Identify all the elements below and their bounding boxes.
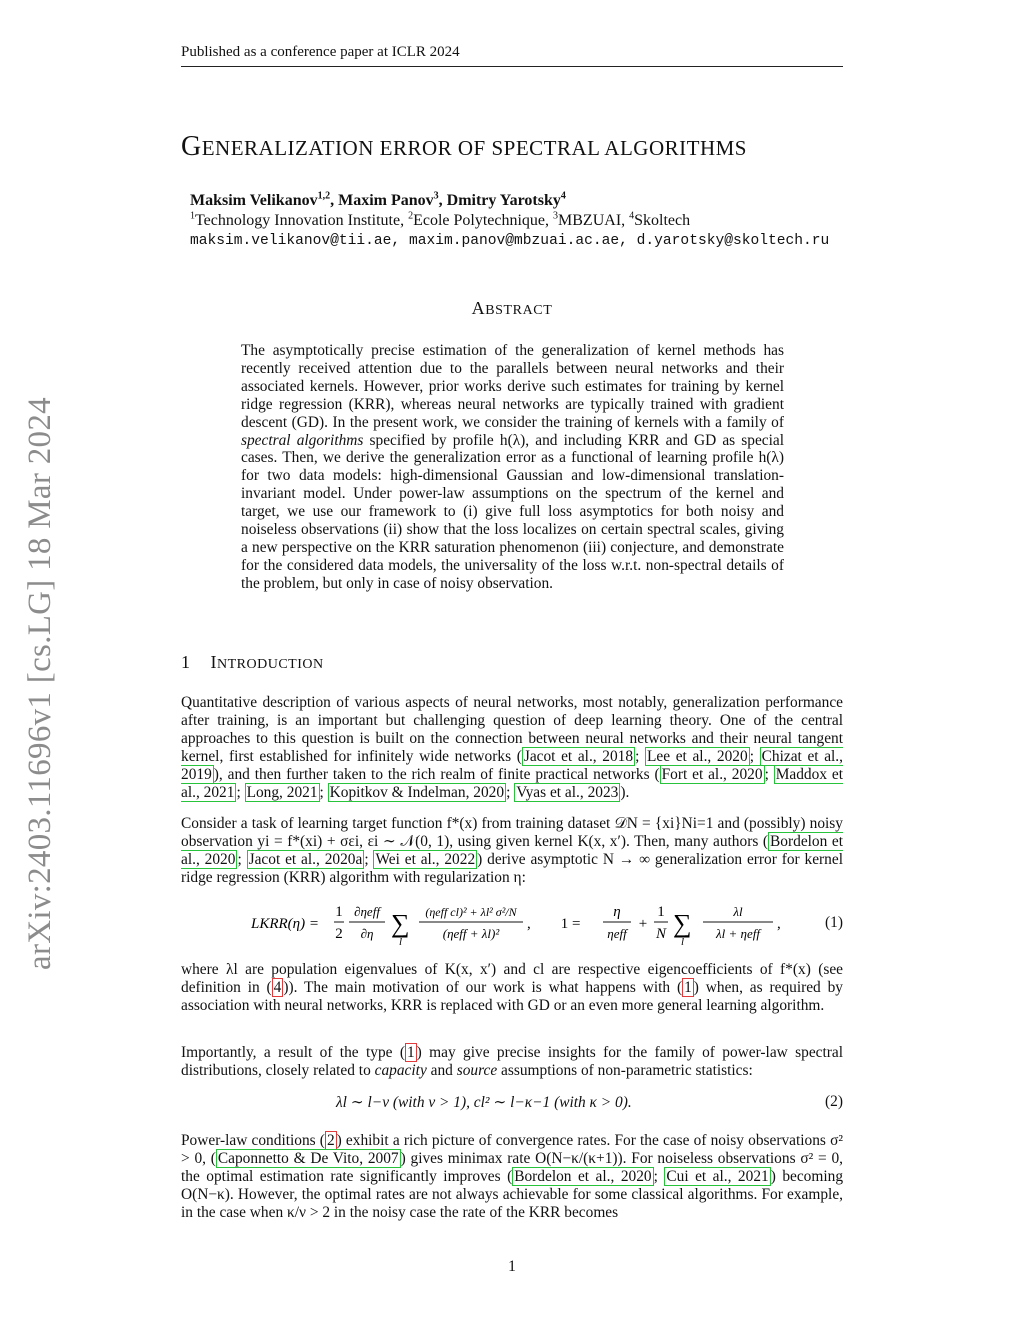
eq1-sum-2-index: l <box>681 936 685 946</box>
intro-paragraph-4 <box>181 1044 843 1080</box>
equation-ref-link[interactable]: 1 <box>406 1044 415 1061</box>
affil-mark-1: 1 <box>190 210 195 222</box>
intro-paragraph-5: Power-law conditions ( 2 ) exhibit a rich picture of convergence rates. For the case of noisy observations σ² > 0, ( Caponnetto & De Vito, 2007 ) gives minimax rate O(N−κ/(κ+1)). For noiseless observations σ² = 0, the optimal estimation rate significantly improves ( Bordelon et al., 2020 ; Cui et al., 2021 ) becoming O(N−κ). However, the optimal rates are not always achievable for some classical algorithms. For example, in the case when κ/ν > 2 in the noisy case the rate of the KRR becomes <box>181 1132 844 1221</box>
citation-link[interactable]: Cui et al., 2021 <box>666 1167 769 1185</box>
abstract-heading-initial: A <box>471 298 486 318</box>
affil-4: Skoltech <box>634 212 691 229</box>
title-rest: ENERALIZATION ERROR OF SPECTRAL ALGORITHMS <box>201 136 747 160</box>
eq1-frac2-den: ∂η <box>360 926 374 941</box>
text: ) gives minimax rate O(N−κ/(κ+1)). For noiseless observations σ² = 0, the optimal estimation rate significantly improves ( <box>181 1149 843 1185</box>
abstract-heading-rest: BSTRACT <box>485 303 553 318</box>
citation-link[interactable]: Bordelon et al., 2020 <box>181 832 844 868</box>
eq1-frac1-num: 1 <box>335 904 343 920</box>
affil-mark-3: 3 <box>553 210 559 222</box>
text: assumptions of non-parametric statistics: <box>497 1061 753 1079</box>
eq1-plus: + <box>635 916 651 932</box>
title-initial: G <box>181 131 202 162</box>
header-rule <box>181 66 843 67</box>
equation-ref-link[interactable]: 1 <box>684 978 692 996</box>
equation-ref-link[interactable]: 4 <box>273 978 282 996</box>
text: ) derive asymptotic N → ∞ generalization error for kernel ridge regression (KRR) algorithm with regularization η: <box>181 850 843 886</box>
eq1-frac5-den: N <box>655 926 667 942</box>
text: ) when, as required by association with neural networks, KRR is replaced with GD or an even more general learning algorithm. <box>181 978 844 1014</box>
author-3-affil: 4 <box>560 190 566 202</box>
eq1-lhs: LKRR(η) = <box>251 916 319 932</box>
equation-1 <box>181 902 843 946</box>
abstract-body <box>241 342 784 593</box>
text: ). <box>620 783 630 801</box>
affil-mark-4: 4 <box>629 210 635 222</box>
equation-1-render <box>251 902 851 946</box>
text: Importantly, a result of the type ( <box>181 1044 405 1061</box>
abstract-text-1: The asymptotically precise estimation of the generalization of kernel methods has recently received attention due to the parallels between neural networks and their associated kernels. However, prior works derive such estimates for training by kernel ridge regression (KRR), whereas neural networks are typically trained with gradient descent (GD). In the present work, we consider the training of kernels with a family of <box>241 342 784 431</box>
text: Quantitative description of various aspects of neural networks, most notably, generalization performance after training, is an important but challenging question of deep learning theory. One of the central approaches to this question is built on the connection between neural networks and their neural tangent kernel, first established for infinitely wide networks ( <box>181 694 843 765</box>
citation-link[interactable]: Wei et al., 2022 <box>375 850 476 868</box>
text: Consider a task of learning target function f*(x) from training dataset 𝒟N = {xi}Ni=1 and (possibly) noisy observation yi = f*(xi) + σεi, εi ∼ 𝒩(0, 1), using given kernel K(x, x′). Then, many authors ( <box>181 815 843 850</box>
author-3: Dmitry Yarotsky <box>446 192 561 209</box>
citation-link[interactable]: Caponnetto & De Vito, 2007 <box>217 1149 399 1167</box>
author-2-affil: 3 <box>433 190 439 202</box>
citation-link[interactable]: Chizat et al., 2019 <box>181 747 843 783</box>
citation-link[interactable]: Vyas et al., 2023 <box>516 783 619 801</box>
section-title-initial: I <box>210 652 217 672</box>
eq1-end: , <box>777 916 781 932</box>
citation-link[interactable]: Jacot et al., 2020a <box>248 850 363 868</box>
affil-1: Technology Innovation Institute, <box>195 212 409 229</box>
eq1-frac3-num: (ηeff cl)² + λl² σ²/N <box>425 905 517 919</box>
author-2: Maxim Panov <box>338 192 434 209</box>
arxiv-stamp: arXiv:2403.11696v1 [cs.LG] 18 Mar 2024 <box>22 397 58 970</box>
affil-2: Ecole Polytechnique, <box>413 212 554 229</box>
equation-2-body: λl ∼ l−ν (with ν > 1), cl² ∼ l−κ−1 (with κ > 0). <box>336 1094 632 1111</box>
running-header: Published as a conference paper at ICLR 2024 <box>181 44 460 60</box>
section-heading-introduction <box>181 652 324 673</box>
author-emails[interactable]: maksim.velikanov@tii.ae, maxim.panov@mbzuai.ac.ae, d.yarotsky@skoltech.ru <box>190 233 830 249</box>
eq1-frac6-num: λl <box>733 904 743 919</box>
eq1-frac4-num: η <box>613 904 621 920</box>
text: Power-law conditions ( <box>181 1132 325 1149</box>
citation-link[interactable]: Fort et al., 2020 <box>661 765 763 783</box>
text: and <box>426 1061 457 1079</box>
paper-title <box>181 131 843 163</box>
section-number: 1 <box>181 652 191 672</box>
affil-3: MBZUAI, <box>558 212 630 229</box>
abstract-heading <box>0 298 1024 319</box>
citation-link[interactable]: Lee et al., 2020 <box>647 747 748 765</box>
author-1-affil: 1,2 <box>317 190 331 202</box>
eq1-middle: , 1 = <box>527 916 585 932</box>
eq1-frac4-den: ηeff <box>607 926 627 941</box>
eq1-sum: ∑ <box>391 909 410 938</box>
eq1-frac1-den: 2 <box>335 926 343 942</box>
affil-mark-2: 2 <box>408 210 414 222</box>
eq1-sum-2: ∑ <box>673 909 692 938</box>
intro-paragraph-2: Consider a task of learning target function f*(x) from training dataset 𝒟N = {xi}Ni=1 and (possibly) noisy observation yi = f*(xi) + σεi, εi ∼ 𝒩(0, 1), using given kernel K(x, x′). Then, many authors ( Bordelon et al., 2020 ; Jacot et al., 2020a ; Wei et al., 2022 ) derive asymptotic N → ∞ generalization error for kernel ridge regression (KRR) algorithm with regularization η: <box>181 815 844 886</box>
abstract-text-2: specified by profile h(λ), and including KRR and GD as special cases. Then, we derive the generalization error as a functional of learning profile h(λ) for two data models: high-dimensional Gaussian and low-dimensional translation-invariant model. Under power-law assumptions on the spectrum of the kernel and target, we use our framework to (i) give full loss asymptotics for both noisy and noiseless observations (ii) show that the loss localizes on certain spectral scales, giving a new perspective on the KRR saturation phenomenon (iii) conjecture, and demonstrate for the considered data models, the universality of the loss w.r.t. non-spectral details of the problem, but only in case of noisy observation. <box>241 431 784 592</box>
citation-link[interactable]: Long, 2021 <box>246 783 318 801</box>
equation-2-number: (2) <box>825 1093 843 1110</box>
emphasis: source <box>456 1061 498 1079</box>
equation-2 <box>181 1093 843 1113</box>
author-list: Maksim Velikanov$^{1,2}$, Maxim Panov$^3$, Dmitry Yarotsky$^4$ <box>190 190 566 209</box>
abstract-emphasis: spectral algorithms <box>241 431 364 449</box>
citation-link[interactable]: Bordelon et al., 2020 <box>514 1167 652 1185</box>
eq1-frac3-den: (ηeff + λl)² <box>442 926 500 941</box>
eq1-frac6-den: λl + ηeff <box>716 926 760 941</box>
emphasis: capacity <box>374 1061 427 1079</box>
equation-ref-link[interactable]: 2 <box>326 1132 335 1149</box>
equation-1-number: (1) <box>825 914 843 931</box>
citation-link[interactable]: Kopitkov & Indelman, 2020 <box>329 783 505 801</box>
intro-paragraph-1: Quantitative description of various aspects of neural networks, most notably, generalization performance after training, is an important but challenging question of deep learning theory. One of the central approaches to this question is built on the connection between neural networks and their neural tangent kernel, first established for infinitely wide networks ( Jacot et al., 2018 ; Lee et al., 2020 ; Chizat et al., 2019 ), and then further taken to the rich realm of finite practical networks ( Fort et al., 2020 ; Maddox et al., 2021 ; Long, 2021 ; Kopitkov & Indelman, 2020 ; Vyas et al., 2023 ). <box>181 694 843 801</box>
citation-link[interactable]: Maddox et al., 2021 <box>181 765 843 801</box>
eq1-frac2-num: ∂ηeff <box>354 904 380 919</box>
page-number: 1 <box>508 1258 516 1275</box>
text: ) exhibit a rich picture of convergence rates. For the case of noisy observations σ² > 0, ( <box>181 1132 843 1167</box>
author-1: Maksim Velikanov <box>190 192 318 209</box>
intro-paragraph-3 <box>181 961 843 1015</box>
text: ) may give precise insights for the family of power-law spectral distributions, closely related to <box>181 1044 843 1079</box>
text: )). The main motivation of our work is what happens with ( <box>283 978 683 996</box>
section-title-rest: NTRODUCTION <box>217 657 324 672</box>
eq1-frac5-num: 1 <box>657 904 665 920</box>
affiliations <box>190 212 690 230</box>
text: ), and then further taken to the rich realm of finite practical networks ( <box>213 765 660 783</box>
citation-link[interactable]: Jacot et al., 2018 <box>523 747 634 765</box>
text: ) becoming O(N−κ). However, the optimal rates are not always achievable for some classical algorithms. For example, in the case when κ/ν > 2 in the noisy case the rate of the KRR becomes <box>181 1167 844 1221</box>
text: where λl are population eigenvalues of K(x, x′) and cl are respective eigencoefficients of f*(x) (see definition in ( <box>181 961 843 996</box>
eq1-sum-index: l <box>399 936 403 946</box>
